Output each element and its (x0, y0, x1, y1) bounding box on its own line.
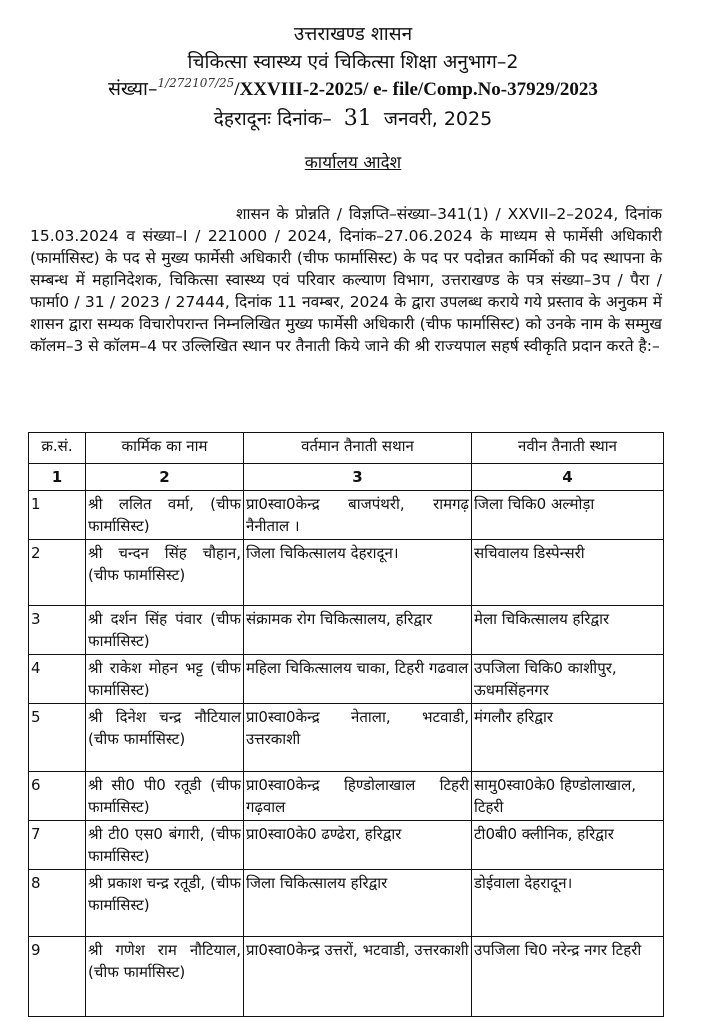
department-heading: चिकित्सा स्वास्थ्य एवं चिकित्सा शिक्षा अनुभाग–2 (187, 51, 519, 73)
printed-number: /XXVIII-2-2025/ e- file/Comp.No-37929/2023 (234, 79, 598, 100)
current-posting-cell: जिला चिकित्सालय देहरादून। (244, 540, 472, 606)
date-month-year: जनवरी, 2025 (383, 108, 493, 130)
table-row (29, 937, 664, 1017)
name-cell: श्री राकेश मोहन भट्ट (चीफ फार्मासिस्ट) (86, 655, 244, 704)
document-title (0, 150, 706, 173)
serial-cell: 9 (29, 937, 86, 1017)
serial-cell: 3 (29, 606, 86, 655)
name-cell: श्री ललित वर्मा, (चीफ फार्मासिस्ट) (86, 491, 244, 540)
serial-cell: 8 (29, 870, 86, 937)
government-heading: उत्तराखण्ड शासन (293, 23, 413, 45)
handwritten-number: 1/272107/25 (157, 76, 235, 90)
place-date (0, 107, 706, 131)
new-posting-cell: सचिवालय डिस्पेन्सरी (472, 540, 664, 606)
header-serial: क्र.सं. (29, 433, 86, 464)
current-posting-cell: संक्रामक रोग चिकित्सालय, हरिद्वार (244, 606, 472, 655)
serial-cell: 4 (29, 655, 86, 704)
number-label: संख्या– (108, 78, 158, 100)
current-posting-cell: महिला चिकित्सालय चाका, टिहरी गढवाल (244, 655, 472, 704)
posting-table (28, 432, 664, 1017)
table-header-row (29, 433, 664, 464)
serial-cell: 6 (29, 772, 86, 821)
name-cell: श्री गणेश राम नौटियाल, (चीफ फार्मासिस्ट) (86, 937, 244, 1017)
name-cell: श्री दिनेश चन्द्र नौटियाल (चीफ फार्मासिस्ट) (86, 704, 244, 772)
handwritten-date: 31 (343, 106, 372, 131)
table-row (29, 540, 664, 606)
name-cell: श्री दर्शन सिंह पंवार (चीफ फार्मासिस्ट) (86, 606, 244, 655)
new-posting-cell: टी0बी0 क्लीनिक, हरिद्वार (472, 821, 664, 870)
new-posting-cell: उपजिला चिकि0 काशीपुर, ऊधमसिंहनगर (472, 655, 664, 704)
name-cell: श्री प्रकाश चन्द्र रतूडी, (चीफ फार्मासिस्ट) (86, 870, 244, 937)
new-posting-cell: मंगलौर हरिद्वार (472, 704, 664, 772)
serial-cell: 7 (29, 821, 86, 870)
current-posting-cell: प्रा0स्वा0केन्द्र बाजपंथरी, रामगढ़ नैनीताल । (244, 491, 472, 540)
new-posting-cell: सामु0स्वा0के0 हिण्डोलाखाल, टिहरी (472, 772, 664, 821)
current-posting-cell: जिला चिकित्सालय हरिद्वार (244, 870, 472, 937)
header-name: कार्मिक का नाम (86, 433, 244, 464)
current-posting-cell: प्रा0स्वा0केन्द्र हिण्डोलाखाल टिहरी गढ़वाल (244, 772, 472, 821)
table-row (29, 491, 664, 540)
new-posting-cell: उपजिला चि0 नरेन्द्र नगर टिहरी (472, 937, 664, 1017)
column-number: 4 (472, 464, 664, 491)
column-number: 1 (29, 464, 86, 491)
table-row (29, 704, 664, 772)
current-posting-cell: प्रा0स्वा0केन्द्र नेताला, भटवाडी, उत्तरकाशी (244, 704, 472, 772)
new-posting-cell: डोईवाला देहरादून। (472, 870, 664, 937)
current-posting-cell: प्रा0स्वा0केन्द्र उत्तरों, भटवाडी, उत्तरकाशी (244, 937, 472, 1017)
header-new-posting: नवीन तैनाती स्थान (472, 433, 664, 464)
title-text: कार्यालय आदेश (304, 153, 402, 173)
name-cell: श्री सी0 पी0 रतूडी (चीफ फार्मासिस्ट) (86, 772, 244, 821)
serial-cell: 2 (29, 540, 86, 606)
header-current-posting: वर्तमान तैनाती सथान (244, 433, 472, 464)
name-cell: श्री चन्दन सिंह चौहान, (चीफ फार्मासिस्ट) (86, 540, 244, 606)
column-number: 3 (244, 464, 472, 491)
current-posting-cell: प्रा0स्वा0के0 ढण्ढेरा, हरिद्वार (244, 821, 472, 870)
order-body: शासन के प्रोन्नति / विज्ञप्ति–संख्या–341(1) / XXVII–2–2024, दिनांक 15.03.2024 व संख्या–I / 221000 / 2024, दिनांक–27.06.2024 के माध्यम से फार्मेसी अधिकारी (फार्मासिस्ट) के पद से मुख्य फार्मेसी अधिकारी (चीफ फार्मासिस्ट) के पद पर पदोन्नत कार्मिकों की पद स्थापना के सम्बन्ध में महानिदेशक, चिकित्सा स्वास्थ्य एवं परिवार कल्याण विभाग, उत्तराखण्ड के पत्र संख्या–3प / पैरा / फार्मा0 / 31 / 2023 / 27444, दिनांक 11 नवम्बर, 2024 के द्वारा उपलब्ध कराये गये प्रस्ताव के अनुकम में शासन द्वारा सम्यक विचारोपरान्त निम्नलिखित मुख्य फार्मेसी अधिकारी (चीफ फार्मासिस्ट) को उनके नाम के सम्मुख कॉलम–3 से कॉलम–4 पर उल्लिखित स्थान पर तैनाती किये जाने की श्री राज्यपाल सहर्ष स्वीकृति प्रदान करते है:– (30, 205, 662, 355)
table-row (29, 870, 664, 937)
new-posting-cell: जिला चिकि0 अल्मोड़ा (472, 491, 664, 540)
order-number (0, 77, 706, 103)
table-row (29, 772, 664, 821)
serial-cell: 1 (29, 491, 86, 540)
serial-cell: 5 (29, 704, 86, 772)
column-number-row (29, 464, 664, 491)
column-number: 2 (86, 464, 244, 491)
name-cell: श्री टी0 एस0 बंगारी, (चीफ फार्मासिस्ट) (86, 821, 244, 870)
table-row (29, 655, 664, 704)
table-row (29, 606, 664, 655)
table-row (29, 821, 664, 870)
new-posting-cell: मेला चिकित्सालय हरिद्वार (472, 606, 664, 655)
place-date-label: देहरादूनः दिनांक– (213, 108, 332, 130)
